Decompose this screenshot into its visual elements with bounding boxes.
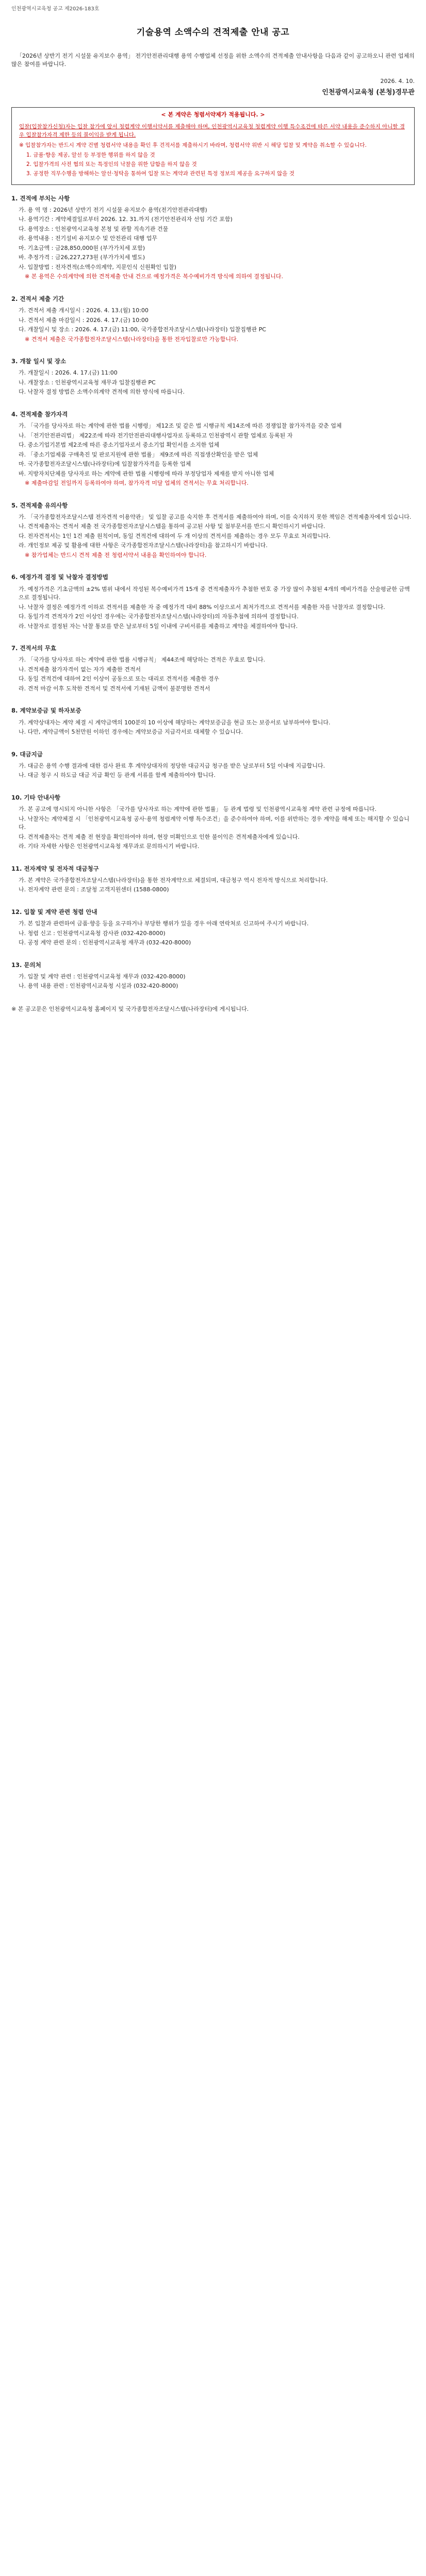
section-line: 나. 낙찰자 결정은 예정가격 이하로 견적서를 제출한 자 중 예정가격 대비 88% 이상으로서 최저가격으로 견적서를 제출한 자를 낙찰자로 결정합니다. — [19, 603, 385, 611]
section-line: ※ 견적서 제출은 국가종합전자조달시스템(나라장터)을 통한 전자입찰로만 가능합니다. — [25, 335, 239, 343]
section-line: 바. 지방자치단체를 당사자로 하는 계약에 관한 법률 시행령에 따라 부정당업자 제재를 받지 아니한 업체 — [19, 470, 274, 477]
section-block — [11, 865, 415, 901]
section-block — [11, 357, 415, 403]
section-line: 가. 용 역 명 : 2026년 상반기 전기 시설물 유지보수 용역(전기안전관리대행) — [19, 206, 207, 213]
section-line: 나. 견적제출 참가자격이 없는 자가 제출한 견적서 — [19, 666, 141, 673]
section-line: 라. 개인정보 제공 및 활용에 대한 사항은 국가종합전자조달시스템(나라장터)을 참고하시기 바랍니다. — [19, 542, 268, 549]
section-block — [11, 750, 415, 786]
section-heading: 13. 문의처 — [11, 961, 41, 969]
section-line: 다. 동일 견적건에 대하여 2인 이상이 공동으로 또는 대리로 견적서를 제출한 경우 — [19, 675, 219, 683]
section-block — [11, 706, 415, 742]
section-line: 가. 「국가를 당사자로 하는 계약에 관한 법률 시행규칙」 제44조에 해당하는 견적은 무효로 합니다. — [19, 656, 266, 664]
integrity-notice-title: < 본 계약은 청렴서약제가 적용됩니다. > — [161, 111, 265, 118]
section-line: 다. 견적제출자는 견적 제출 전 현장을 확인하여야 하며, 현장 미확인으로 인한 불이익은 견적제출자에게 있습니다. — [19, 833, 300, 840]
section-line: 가. 예정가격은 기초금액의 ±2% 범위 내에서 작성된 복수예비가격 15개 중 견적제출자가 추첨한 번호 중 가장 많이 추첨된 4개의 예비가격을 산술평균한 금액으로 결정됩니다. — [19, 585, 410, 601]
section-line: 나. 용역기간 : 계약체결일로부터 2026. 12. 31.까지 (전기안전관리자 선임 기간 포함) — [19, 216, 233, 223]
section-block — [11, 961, 415, 997]
document-title: 기술용역 소액수의 견적제출 안내 공고 — [136, 27, 290, 38]
section-line: 다. 전자견적서는 1인 1건 제출 원칙이며, 동일 견적건에 대하여 두 개 이상의 견적서를 제출하는 경우 모두 무효로 처리합니다. — [19, 532, 331, 539]
section-line: 다. 낙찰자 결정 방법은 소액수의계약 견적에 의한 방식에 따릅니다. — [19, 388, 185, 396]
section-line: 가. 개찰일시 : 2026. 4. 17.(금) 11:00 — [19, 369, 118, 377]
section-line: ※ 본 용역은 수의계약에 의한 견적제출 안내 건으로 예정가격은 복수예비가격 방식에 의하여 결정됩니다. — [25, 273, 283, 280]
section-heading: 9. 대금지급 — [11, 750, 43, 758]
section-line: 가. 견적서 제출 개시일시 : 2026. 4. 13.(월) 10:00 — [19, 307, 149, 314]
section-line: 가. 대금은 용역 수행 결과에 대한 검사 완료 후 계약상대자의 정당한 대금지급 청구를 받은 날로부터 5일 이내에 지급합니다. — [19, 762, 325, 769]
notice-document — [0, 0, 426, 1034]
closing-note: ※ 본 공고문은 인천광역시교육청 홈페이지 및 국가종합전자조달시스템(나라장터)에 게시됩니다. — [11, 1005, 249, 1012]
section-heading: 2. 견적서 제출 기간 — [11, 295, 64, 302]
section-line: 다. 중소기업기본법 제2조에 따른 중소기업자로서 중소기업 확인서를 소지한 업체 — [19, 442, 220, 448]
section-heading: 12. 입찰 및 계약 관련 청렴 안내 — [11, 908, 97, 916]
section-line: 나. 대금 청구 시 하도급 대금 지급 확인 등 관계 서류를 함께 제출하여야 합니다. — [19, 772, 216, 779]
section-line: 라. 낙찰자로 결정된 자는 낙찰 통보를 받은 날로부터 5일 이내에 구비서류를 제출하고 계약을 체결하여야 합니다. — [19, 622, 298, 630]
section-heading: 8. 계약보증금 및 하자보증 — [11, 707, 81, 715]
section-heading: 7. 견적서의 무효 — [11, 645, 57, 652]
section-line: 라. 용역내용 : 전기설비 유지보수 및 안전관리 대행 업무 — [19, 235, 157, 242]
sections-container — [11, 194, 415, 997]
section-line: 가. 「국가종합전자조달시스템 전자견적 이용약관」 및 입찰 공고를 숙지한 후 견적서를 제출하여야 하며, 이를 숙지하지 못한 책임은 견적제출자에게 있습니다. — [19, 513, 412, 520]
section-line: 마. 국가종합전자조달시스템(나라장터)에 입찰참가자격을 등록한 업체 — [19, 461, 191, 467]
section-block — [11, 194, 415, 287]
intro-paragraph: 「2026년 상반기 전기 시설물 유지보수 용역」 전기안전관리대행 용역 수행업체 선정을 위한 소액수의 견적제출 안내사항을 다음과 같이 공고하오니 관련 업체의 많은 참여를 바랍니다. — [11, 52, 415, 67]
section-heading: 10. 기타 안내사항 — [11, 793, 61, 801]
section-line: 가. 계약상대자는 계약 체결 시 계약금액의 100분의 10 이상에 해당하는 계약보증금을 현금 또는 보증서로 납부하여야 합니다. — [19, 719, 331, 726]
section-line: 나. 청렴 신고 : 인천광역시교육청 감사관 (032-420-8000) — [19, 929, 166, 937]
section-line: 나. 낙찰자는 계약체결 시 「인천광역시교육청 공사·용역 청렴계약 이행 특수조건」을 준수하여야 하며, 이를 위반하는 경우 계약을 해제 또는 해지할 수 있습니다. — [19, 815, 409, 831]
section-line: 나. 다만, 계약금액이 5천만원 이하인 경우에는 계약보증금 지급각서로 대체할 수 있습니다. — [19, 728, 243, 735]
section-line: 바. 추정가격 : 금26,227,273원 (부가가치세 별도) — [19, 254, 145, 261]
section-line: 가. 본 공고에 명시되지 아니한 사항은 「국가를 당사자로 하는 계약에 관한 법률」 등 관계 법령 및 인천광역시교육청 계약 관련 규정에 따릅니다. — [19, 806, 376, 812]
issuing-organization: 인천광역시교육청 (본청)경무관 — [322, 89, 415, 96]
integrity-notice-caution: ※ 입찰참가자는 반드시 계약 건별 청렴서약 내용을 확인 후 견적서를 제출하시기 바라며, 청렴서약 위반 시 해당 입찰 및 계약을 취소할 수 있습니다. — [19, 142, 367, 148]
section-heading: 1. 견적에 부치는 사항 — [11, 194, 70, 202]
section-block — [11, 501, 415, 566]
section-line: ※ 참가업체는 반드시 견적 제출 전 청렴서약서 내용을 확인하여야 합니다. — [25, 551, 207, 558]
section-block — [11, 410, 415, 494]
section-line: 마. 기초금액 : 금28,850,000원 (부가가치세 포함) — [19, 244, 145, 251]
section-line: ※ 제출마감일 전일까지 등록하여야 하며, 참가자격 미달 업체의 견적서는 무효 처리합니다. — [25, 480, 249, 486]
section-line: 나. 견적제출자는 견적서 제출 전 국가종합전자조달시스템을 통하여 공고된 사항 및 첨부문서를 반드시 확인하시기 바랍니다. — [19, 523, 325, 530]
section-heading: 6. 예정가격 결정 및 낙찰자 결정방법 — [11, 573, 108, 581]
section-line: 라. 「중소기업제품 구매촉진 및 판로지원에 관한 법률」 제9조에 따른 직접생산확인을 받은 업체 — [19, 451, 258, 458]
announcement-date: 2026. 4. 10. — [380, 77, 415, 84]
integrity-notice-box — [11, 107, 415, 185]
section-line: 나. 견적서 제출 마감일시 : 2026. 4. 17.(금) 10:00 — [19, 316, 149, 324]
section-block — [11, 793, 415, 857]
section-line: 다. 용역장소 : 인천광역시교육청 본청 및 관할 직속기관 건물 — [19, 225, 169, 232]
section-line: 가. 본 입찰과 관련하여 금품·향응 등을 요구하거나 부당한 행위가 있을 경우 아래 연락처로 신고하여 주시기 바랍니다. — [19, 920, 309, 927]
integrity-item: 3. 공정한 직무수행을 방해하는 알선·청탁을 통하여 입찰 또는 계약과 관련된 특정 정보의 제공을 요구하지 않을 것 — [26, 170, 294, 177]
section-line: 가. 본 계약은 국가종합전자조달시스템(나라장터)을 통한 전자계약으로 체결되며, 대금청구 역시 전자적 방식으로 처리합니다. — [19, 876, 328, 884]
section-heading: 3. 개찰 일시 및 장소 — [11, 358, 67, 365]
section-block — [11, 908, 415, 954]
section-block — [11, 295, 415, 350]
section-block — [11, 573, 415, 637]
section-heading: 5. 견적제출 유의사항 — [11, 501, 68, 509]
integrity-notice-text: 입찰(입찰참가신청)자는 입찰 참가에 앞서 청렴계약 이행서약서를 제출해야 하며, 인천광역시교육청 청렴계약 이행 특수조건에 따른 서약 내용을 준수하지 아니할 경우 입찰참가자격 제한 등의 불이익을 받게 됩니다. — [19, 124, 405, 138]
section-line: 라. 기타 자세한 사항은 인천광역시교육청 재무과로 문의하시기 바랍니다. — [19, 843, 200, 850]
section-line: 나. 전자계약 관련 문의 : 조달청 고객지원센터 (1588-0800) — [19, 886, 169, 893]
section-heading: 4. 견적제출 참가자격 — [11, 410, 68, 418]
section-line: 가. 입찰 및 계약 관련 : 인천광역시교육청 재무과 (032-420-8000) — [19, 973, 186, 980]
section-heading: 11. 전자계약 및 전자적 대금청구 — [11, 865, 99, 872]
section-line: 다. 개찰일시 및 장소 : 2026. 4. 17.(금) 11:00, 국가종합전자조달시스템(나라장터) 입찰집행관 PC — [19, 326, 266, 333]
section-line: 나. 개찰장소 : 인천광역시교육청 재무과 입찰집행관 PC — [19, 379, 156, 386]
section-line: 가. 「국가를 당사자로 하는 계약에 관한 법률 시행령」 제12조 및 같은 법 시행규칙 제14조에 따른 경쟁입찰 참가자격을 갖춘 업체 — [19, 422, 342, 429]
section-line: 다. 동일가격 견적자가 2인 이상인 경우에는 국가종합전자조달시스템(나라장터)의 자동추첨에 의하여 결정합니다. — [19, 613, 299, 620]
section-line: 나. 「전기안전관리법」 제22조에 따라 전기안전관리대행사업자로 등록하고 인천광역시 관할 업체로 등록된 자 — [19, 432, 293, 439]
integrity-item: 1. 금품·향응 제공, 알선 등 부정한 행위를 하지 않을 것 — [26, 152, 155, 159]
section-line: 사. 입찰방법 : 전자견적(소액수의계약, 지문인식 신원확인 입찰) — [19, 263, 176, 270]
section-line: 라. 견적 마감 이후 도착한 견적서 및 견적서에 기재된 금액이 불분명한 견적서 — [19, 685, 210, 692]
section-line: 다. 공정 계약 관련 문의 : 인천광역시교육청 재무과 (032-420-8000) — [19, 939, 191, 946]
section-line: 나. 용역 내용 관련 : 인천광역시교육청 시설과 (032-420-8000) — [19, 982, 178, 990]
integrity-item: 2. 입찰가격의 사전 협의 또는 특정인의 낙찰을 위한 담합을 하지 않을 것 — [26, 161, 197, 167]
section-block — [11, 644, 415, 699]
document-number: 인천광역시교육청 공고 제2026-183호 — [11, 6, 100, 12]
